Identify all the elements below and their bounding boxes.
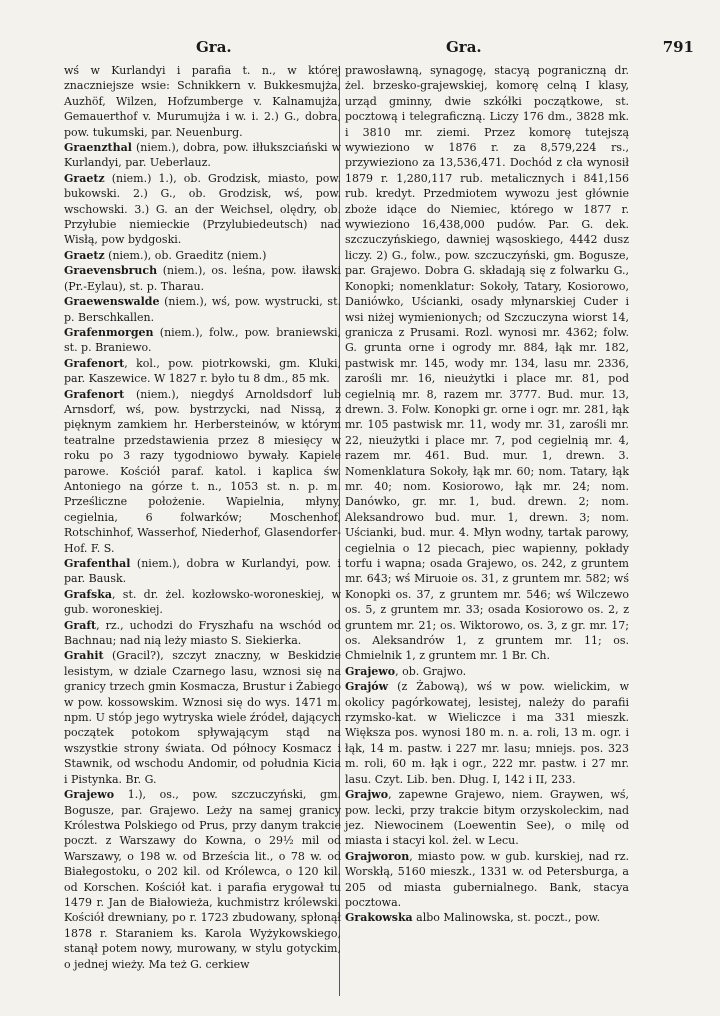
dictionary-entry — [64, 248, 341, 263]
entry-text: 1.), os., pow. szczuczyński, gm. Bogusze, par. Grajewo. Leży na samej granicy Królestwa Polskiego od Prus, przy danym trakcie poczt. z Warszawy do Kowna, o 29½ mil od Warszawy, o 198 w. od Brześcia lit., o 78 w. od Białegostoku, o 202 kil. od Królewca, o 120 kil. od Korschen. Kościół kat. i parafia erygował tu 1479 r. Jan de Białowieża, kuchmistrz królewski. Kościół drewniany, po r. 1723 zbudowany, spłonął 1878 r. Staraniem ks. Karola Wyżykowskiego, stanął potem nowy, murowany, w stylu gotyckim, o jednej wieży. Ma też G. cerkiew — [64, 788, 341, 971]
entry-text: (z Żabową), wś w pow. wielickim, w okolicy pagórkowatej, lesistej, należy do parafii rzymsko-kat. w Wieliczce i ma 331 mieszk. Większa pos. wynosi 180 m. n. a. roli, 13 m. ogr. i łąk, 14 m. pastw. i 227 mr. lasu; mniejs. pos. 323 m. roli, 60 m. łąk i ogr., 222 mr. pastw. i 27 mr. lasu. Czyt. Lib. ben. Dług. I, 142 i II, 233. — [345, 680, 629, 786]
entry-text: (niem.), wś, pow. wystrucki, st. p. Berschkallen. — [64, 295, 341, 324]
entry-headword: Graewenswalde — [64, 295, 160, 309]
entry-headword: Graetz — [64, 171, 105, 185]
entry-headword: Grafenort — [64, 356, 125, 370]
entry-text: (niem.) 1.), ob. Grodzisk, miasto, pow. bukowski. 2.) G., ob. Grodzisk, wś, pow. wschowski. 3.) G. an der Weichsel, olędry, ob. Przyłubie niemieckie (Przylubiedeutsch) nad Wisłą, pow bydgoski. — [64, 171, 341, 247]
entry-headword: Grajewo — [64, 788, 115, 802]
entry-headword: Grafenort — [64, 387, 125, 401]
running-head-left: Gra. — [196, 38, 232, 56]
entry-headword: Grakowska — [345, 911, 413, 925]
entry-headword: Grajewo — [345, 664, 396, 678]
dictionary-entry — [64, 263, 341, 294]
entry-text: wś w Kurlandyi i parafia t. n., w której znaczniejsze wsie: Schnikkern v. Bukkesmujża, Auzhöf, Wilzen, Hofzumberge v. Kalnamujża, Gemauerthof v. Murumujża i w. i. 2.) G., dobra, pow. tukumski, par. Neuenburg. — [64, 64, 341, 139]
entry-headword: Grafska — [64, 587, 112, 601]
dictionary-entry — [64, 171, 341, 248]
entry-headword: Grajworon — [345, 849, 410, 863]
entry-text: , miasto pow. w gub. kurskiej, nad rz. Worskłą, 5160 mieszk., 1331 w. od Petersburga, a 205 od miasta gubernialnego. Bank, stacya pocztowa. — [345, 849, 629, 909]
entry-text: , rz., uchodzi do Fryszhafu na wschód od Bachnau; nad nią leży miasto S. Siekierka. — [64, 618, 341, 648]
dictionary-entry — [64, 63, 341, 140]
right-column — [345, 63, 629, 926]
page-header — [66, 30, 702, 58]
entry-text: (niem.), folw., pow. braniewski, st. p. Braniewo. — [64, 325, 341, 355]
running-head-center: Gra. — [446, 38, 482, 56]
entry-text: (niem.), os. leśna, pow. iławski (Pr.-Eylau), st. p. Tharau. — [64, 264, 341, 293]
entry-text: , st. dr. żel. kozłowsko-woroneskiej, w gub. woroneskiej. — [64, 587, 341, 617]
entry-headword: Grahit — [64, 649, 104, 663]
entry-text: (niem.), ob. Graeditz (niem.) — [104, 248, 267, 262]
dictionary-entry — [345, 679, 629, 787]
dictionary-entry — [64, 618, 341, 649]
entry-headword: Graevensbruch — [64, 264, 158, 278]
dictionary-entry — [64, 556, 341, 587]
dictionary-entry — [345, 849, 629, 911]
dictionary-entry — [345, 63, 629, 664]
entry-headword: Grafenmorgen — [64, 325, 154, 339]
dictionary-entry — [64, 787, 341, 972]
dictionary-entry — [64, 648, 341, 787]
entry-text: albo Malinowska, st. poczt., pow. — [412, 911, 601, 925]
dictionary-entry — [64, 387, 341, 556]
dictionary-entry — [345, 787, 629, 849]
entry-text: , ob. Grajwo. — [395, 664, 467, 678]
dictionary-entry — [345, 910, 629, 925]
entry-headword: Graetz — [64, 248, 105, 262]
entry-headword: Graft — [64, 618, 97, 632]
entry-text: , kol., pow. piotrkowski, gm. Kluki, par. Kaszewice. W 1827 r. było tu 8 dm., 85 mk. — [64, 356, 341, 386]
entry-text: (Gracil?), szczyt znaczny, w Beskidzie lesistym, w dziale Czarnego lasu, wznosi się na granicy trzech gmin Kosmacza, Brustur i Żabiego w pow. kossowskim. Wznosi się do wys. 1471 m. npm. U stóp jego wytryska wiele źródeł, dających początek potokom spływającym stąd na wszystkie strony świata. Od północy Kosmacz i Stawnik, od wschodu Andomir, od południa Kicia i Pistynka. Br. G. — [64, 649, 341, 786]
entry-headword: Graenzthal — [64, 141, 132, 155]
left-column — [64, 63, 341, 972]
entry-text: (niem.), dobra, pow. iłłukszciański w Kurlandyi, par. Ueberlauz. — [64, 141, 341, 170]
dictionary-entry — [64, 356, 341, 387]
dictionary-entry — [64, 587, 341, 618]
entry-headword: Grajwo — [345, 788, 389, 802]
entry-text: (niem.), dobra w Kurlandyi, pow. i par. Bausk. — [64, 557, 341, 586]
dictionary-entry — [64, 294, 341, 325]
dictionary-entry — [345, 664, 629, 679]
dictionary-entry — [64, 325, 341, 356]
entry-text: , zapewne Grajewo, niem. Graywen, wś, pow. lecki, przy trakcie bitym orzyskoleckim, nad jez. Niewocinem (Loewentin See), o milę od miasta i stacyi kol. żel. w Lecu. — [345, 788, 629, 848]
entry-headword: Grajów — [345, 680, 389, 694]
page-number: 791 — [662, 38, 694, 56]
dictionary-entry — [64, 140, 341, 171]
entry-headword: Grafenthal — [64, 557, 131, 570]
entry-text: prawosławną, synagogę, stacyą pograniczną dr. żel. brzesko-grajewskiej, komorę celną I klasy, urząd gminny, dwie szkółki początkowe, st. pocztową i telegraficzną. Liczy 176 dm., 3828 mk. i 3810 mr. ziemi. Przez komorę tutejszą wywieziono w 1876 r. za 8,579,224 rs., przywieziono za 13,536,471. Dochód z cła wynosił 1879 r. 1,280,117 rub. metalicznych i 841,156 rub. kredyt. Przedmiotem wywozu jest głównie zboże idące do Niemiec, którego w 1877 r. wywieziono 16,438,000 pudów. Par. G. dek. szczuczyńskiego, dawniej wąsoskiego, 4442 dusz liczy. 2) G., folw., pow. szczuczyński, gm. Bogusze, par. Grajewo. Dobra G. składają się z folwarku G., Konopki; nomenklatur: Sokoły, Tatary, Kosiorowo, Daniówko, Uścianki, osady młynarskiej Cuder i wsi niżej wymienionych; od Szczuczyna wiorst 14, granicza z Prusami. Rozl. wynosi mr. 4362; folw. G. grunta orne i ogrody mr. 884, łąk mr. 182, pastwisk mr. 145, wody mr. 134, lasu mr. 2336, zarośli mr. 16, nieużytki i place mr. 81, pod cegielnią mr. 8, razem mr. 3777. Bud. mur. 13, drewn. 3. Folw. Konopki gr. orne i ogr. mr. 281, łąk mr. 105 pastwisk mr. 11, wody mr. 31, zarośli mr. 22, nieużytki i place mr. 7, pod cegielnią mr. 4, razem mr. 461. Bud. mur. 1, drewn. 3. Nomenklatura Sokoły, łąk mr. 60; nom. Tatary, łąk mr. 40; nom. Kosiorowo, łąk mr. 24; nom. Danówko, gr. mr. 1, bud. drewn. 2; nom. Aleksandrowo bud. mur. 1, drewn. 3; nom. Uścianki, bud. mur. 4. Młyn wodny, tartak parowy, cegielnia o 12 piecach, piec wapienny, pokłady torfu i wapna; osada Grajewo, os. 242, z gruntem mr. 643; wś Miruoie os. 31, z gruntem mr. 582; wś Konopki os. 37, z gruntem mr. 546; wś Wilczewo os. 5, z gruntem mr. 33; osada Kosiorowo os. 2, z gruntem mr. 21; os. Wiktorowo, os. 3, z gr. mr. 17; os. Aleksandrów 1, z gruntem mr. 11; os. Chmielnik 1, z gruntem mr. 1 Br. Ch. — [345, 64, 629, 663]
entry-text: (niem.), niegdyś Arnoldsdorf lub Arnsdorf, wś, pow. bystrzycki, nad Nissą, z pięknym zamkiem hr. Herbersteinów, w którym teatralne przedstawienia przez 8 miesięcy w roku po 3 razy tygodniowo bywały. Kapiele parowe. Kościół paraf. katol. i kaplica św. Antoniego na górze t. n., 1053 st. n. p. m. Prześliczne położenie. Wapielnia, młyny, cegielnia, 6 folwarków; Moschenhof, Rotschinhof, Wasserhof, Niederhof, Glasendorfer-Hof. F. S. — [64, 387, 341, 555]
